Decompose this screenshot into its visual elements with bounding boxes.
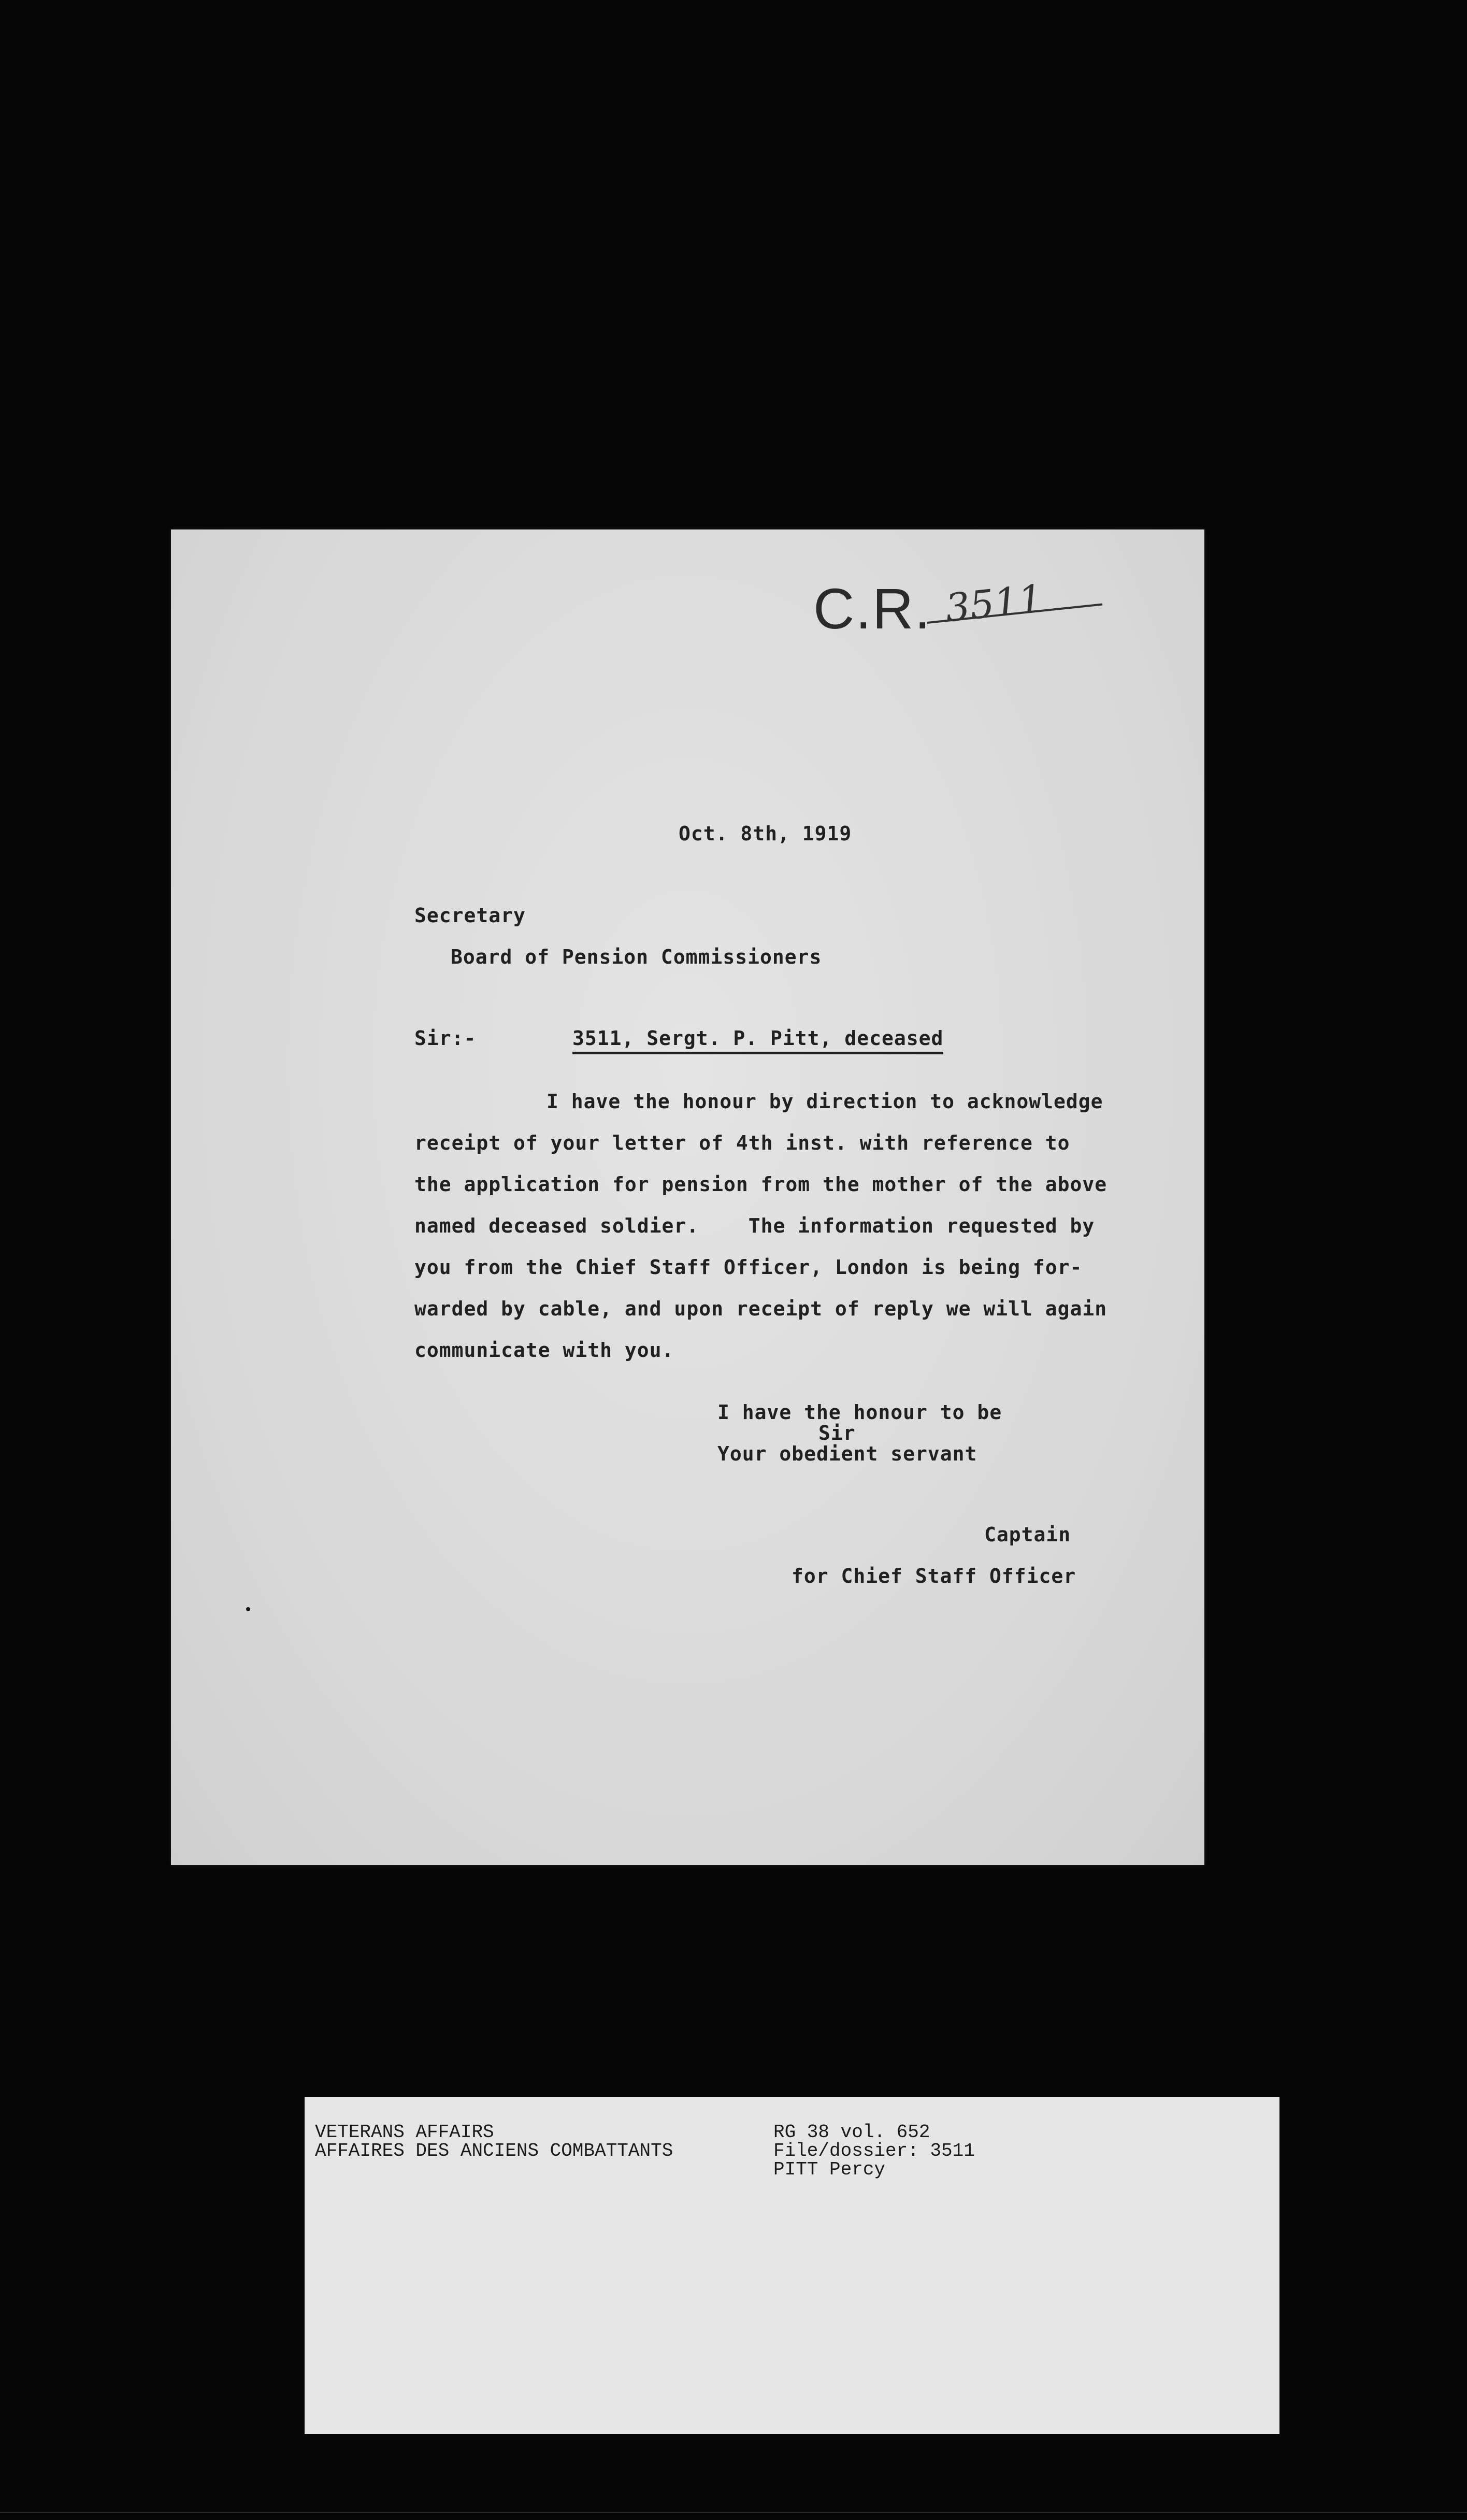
body-line: you from the Chief Staff Officer, London is being for- bbox=[414, 1256, 1083, 1279]
body-line: named deceased soldier. The information requested by bbox=[414, 1214, 1095, 1237]
body-line: I have the honour by direction to acknowledge bbox=[546, 1090, 1103, 1113]
ink-speck bbox=[246, 1607, 250, 1611]
closing-line: Sir bbox=[818, 1422, 856, 1444]
label-file-number: File/dossier: 3511 bbox=[773, 2140, 975, 2161]
body-line: warded by cable, and upon receipt of reply we will again bbox=[414, 1297, 1108, 1320]
salutation: Sir:- bbox=[414, 1027, 477, 1050]
recipient-title: Secretary bbox=[414, 904, 526, 927]
recipient-organization: Board of Pension Commissioners bbox=[451, 946, 822, 968]
label-record-group: RG 38 vol. 652 bbox=[773, 2122, 930, 2143]
file-number-handwritten: 3511 bbox=[943, 576, 1045, 631]
signature-title: Captain bbox=[984, 1523, 1071, 1546]
subject-line: 3511, Sergt. P. Pitt, deceased bbox=[572, 1027, 943, 1054]
label-department-fr: AFFAIRES DES ANCIENS COMBATTANTS bbox=[315, 2140, 673, 2161]
label-person-name: PITT Percy bbox=[773, 2159, 886, 2180]
letter-date: Oct. 8th, 1919 bbox=[679, 822, 852, 845]
body-line: receipt of your letter of 4th inst. with reference to bbox=[414, 1132, 1070, 1154]
closing-line: Your obedient servant bbox=[717, 1442, 977, 1465]
frame-bottom-rule bbox=[0, 2512, 1467, 2513]
letter-sheet bbox=[171, 529, 1204, 1865]
file-stamp: C.R. bbox=[813, 577, 931, 641]
signature-for: for Chief Staff Officer bbox=[792, 1565, 1076, 1587]
closing-line: I have the honour to be bbox=[717, 1401, 1002, 1424]
archival-label-card bbox=[305, 2097, 1279, 2434]
label-department-en: VETERANS AFFAIRS bbox=[315, 2122, 494, 2143]
body-line: the application for pension from the mother of the above bbox=[414, 1173, 1108, 1196]
body-line: communicate with you. bbox=[414, 1339, 674, 1362]
